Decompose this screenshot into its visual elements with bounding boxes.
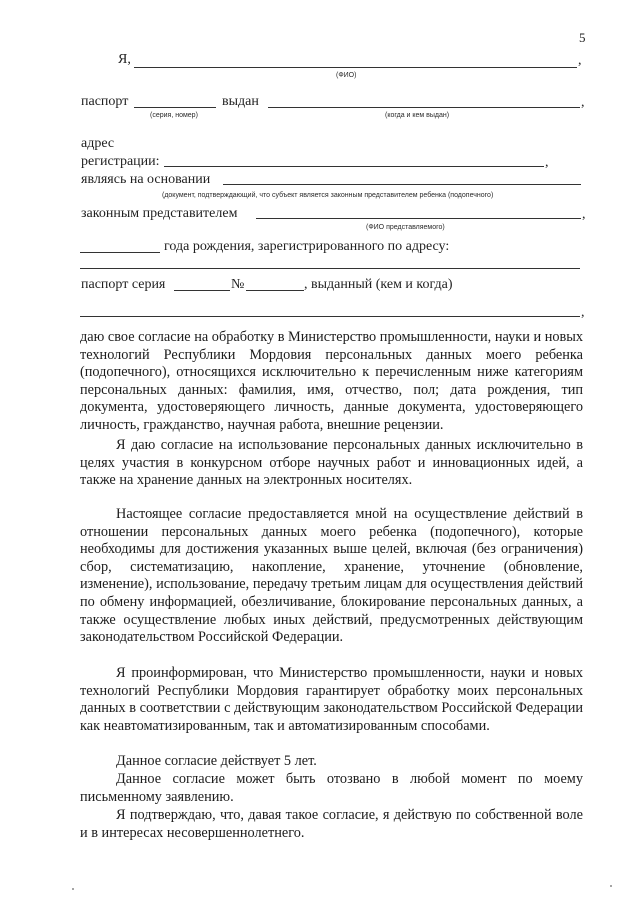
paragraph-purpose-text: Я даю согласие на использование персональных данных исключительно в целях участия в конкурсном отборе научных работ и инновационных идей, а также на хранение данных на электронных носителях. <box>80 437 583 489</box>
passport-label: паспорт <box>81 94 129 109</box>
passport2-series-field[interactable] <box>174 290 230 291</box>
scan-speck <box>610 885 612 887</box>
representative-caption: (ФИО представляемого) <box>366 224 445 231</box>
issued-field[interactable] <box>268 107 580 108</box>
paragraph-purpose <box>80 437 583 490</box>
paragraph-duration-text: Данное согласие действует 5 лет. <box>116 753 317 769</box>
basis-caption: (документ, подтверждающий, что субъект является законным представителем ребенка (подопечного) <box>162 192 494 199</box>
passport2-number-field[interactable] <box>246 290 304 291</box>
passport2-label: паспорт серия <box>81 277 166 292</box>
paragraph-revocation-text: Данное согласие может быть отозвано в любой момент по моему письменному заявлению. <box>80 771 583 805</box>
registration-label: регистрации: <box>81 154 160 169</box>
paragraph-consent <box>80 329 583 435</box>
paragraph-actions <box>80 506 583 647</box>
representative-field[interactable] <box>256 218 581 219</box>
when-caption: (когда и кем выдан) <box>385 112 450 119</box>
series-caption: (серия, номер) <box>150 112 198 119</box>
passport-series-field[interactable] <box>134 107 216 108</box>
representative-label: законным представителем <box>81 206 238 221</box>
representative-comma: , <box>582 207 586 222</box>
paragraph-confirmation-text: Я подтверждаю, что, давая такое согласие, я действую по собственной воле и в интересах несовершеннолетнего. <box>80 807 583 841</box>
paragraph-duration <box>80 753 583 771</box>
registration-field[interactable] <box>164 166 544 167</box>
paragraph-revocation <box>80 771 583 806</box>
birth-label: года рождения, зарегистрированного по адресу: <box>164 239 450 254</box>
issued-label: выдан <box>222 94 259 109</box>
ya-label: Я, <box>118 52 131 67</box>
paragraph-informed-text: Я проинформирован, что Министерство промышленности, науки и новых технологий Республики Мордовия гарантирует обработку моих персональных данных в соответствии с действующим законодательством Российской Федерации как неавтоматизированным, так и автоматизированным способами. <box>80 665 583 734</box>
scan-speck <box>72 888 74 890</box>
fio-field[interactable] <box>134 67 577 68</box>
address-line-2[interactable] <box>80 268 580 269</box>
passport2-number-sign: № <box>231 277 245 292</box>
paragraph-actions-text: Настоящее согласие предоставляется мной на осуществление действий в отношении персональных данных моего ребенка (подопечного), которые необходимы для достижения указанных выше целей, включая (без ограничения) сбор, систематизацию, накопление, хранение, уточнение (обновление, изменение), использование, передачу третьим лицам для осуществления действий по обмену информацией, обезличивание, блокирование персональных данных, а также осуществление любых иных действий, предусмотренных действующим законодательством Российской Федерации. <box>80 506 583 646</box>
paragraph-informed <box>80 665 583 735</box>
issued-comma: , <box>581 95 585 110</box>
registration-comma: , <box>545 155 549 170</box>
basis-field[interactable] <box>223 184 581 185</box>
paragraph-confirmation <box>80 807 583 842</box>
paragraph-consent-text: даю свое согласие на обработку в Министерство промышленности, науки и новых технологий Республики Мордовия персональных данных моего ребенка (подопечного), относящихся исключительно к перечисленным ниже категориям персональных данных: фамилия, имя, отчество, пол; дата рождения, тип документа, удостоверяющего личность, данные документа, удостоверяющего личность, гражданство, научная работа, внешние рецензии. <box>80 329 583 433</box>
fio-caption: (ФИО) <box>336 72 357 79</box>
birth-year-field[interactable] <box>80 252 160 253</box>
passport2-comma: , <box>581 305 585 320</box>
address-label: адрес <box>81 136 115 151</box>
fio-comma: , <box>578 53 582 68</box>
passport2-issued-field[interactable] <box>80 316 580 317</box>
page-number: 5 <box>579 30 586 45</box>
basis-label: являясь на основании <box>81 172 211 187</box>
passport2-issued-label: , выданный (кем и когда) <box>304 277 453 292</box>
